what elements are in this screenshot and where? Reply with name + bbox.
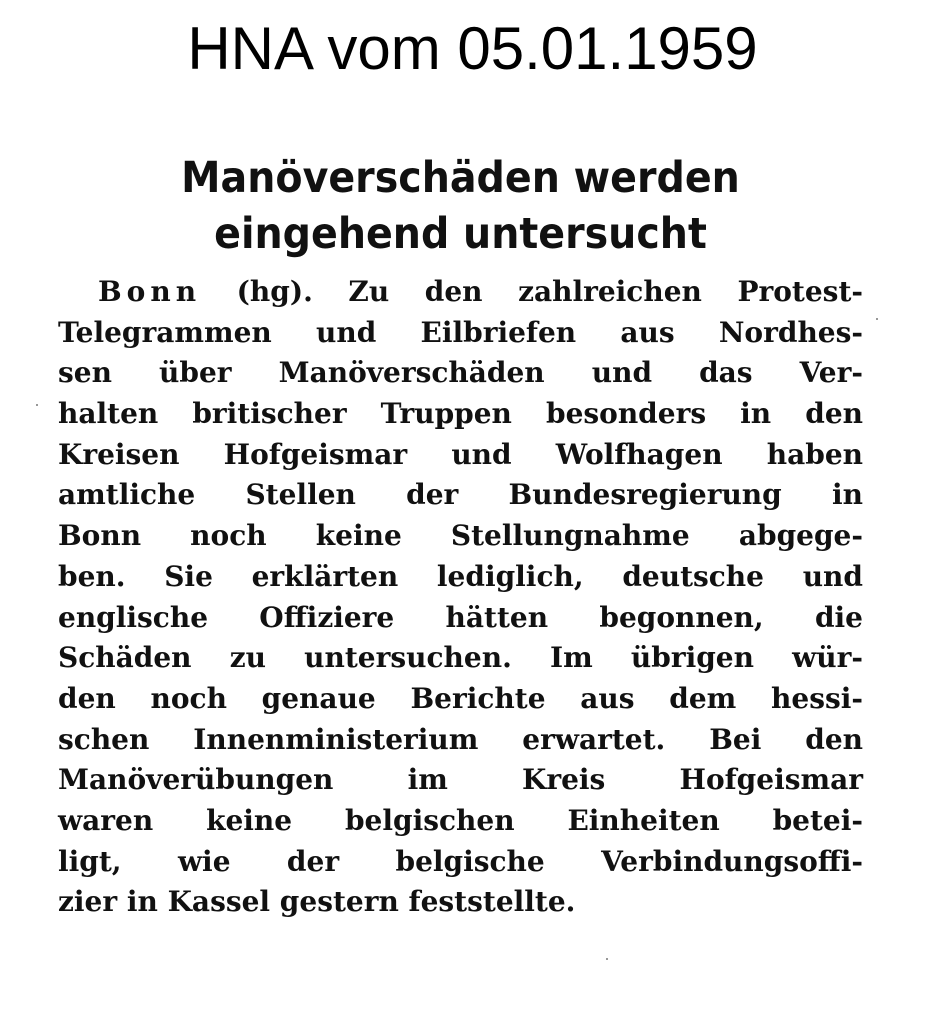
page-title: HNA vom 05.01.1959 — [187, 15, 758, 82]
article-dateline: Bonn — [98, 275, 202, 308]
body-line — [58, 272, 863, 313]
body-line-text: (hg). Zu den zahlreichen Protest- — [236, 275, 864, 308]
article-body — [58, 272, 863, 923]
body-line: Schäden zu untersuchen. Im übrigen wür- — [58, 641, 863, 675]
article-headline — [90, 150, 831, 262]
body-line: sen über Manöverschäden und das Ver- — [58, 356, 863, 390]
body-line: zier in Kassel gestern feststellte. — [58, 885, 576, 919]
body-line: ligt, wie der belgische Verbindungsoffi- — [58, 844, 863, 878]
body-line: englische Offiziere hätten begonnen, die — [58, 600, 863, 634]
headline-line: Manöverschäden werden — [181, 153, 740, 203]
body-line: ben. Sie erklärten lediglich, deutsche und — [58, 559, 863, 593]
body-line: halten britischer Truppen besonders in den — [58, 397, 863, 431]
body-line: Bonn noch keine Stellungnahme abgege- — [58, 519, 863, 553]
body-line: den noch genaue Berichte aus dem hessi- — [58, 681, 863, 715]
body-line: waren keine belgischen Einheiten betei- — [58, 803, 863, 837]
scan-speck — [606, 958, 608, 960]
body-line: Telegrammen und Eilbriefen aus Nordhes- — [58, 315, 863, 349]
body-line: Kreisen Hofgeismar und Wolfhagen haben — [58, 437, 863, 471]
newspaper-clipping — [58, 150, 863, 923]
body-line: amtliche Stellen der Bundesregierung in — [58, 478, 863, 512]
body-line: schen Innenministerium erwartet. Bei den — [58, 722, 863, 756]
body-line: Manöverübungen im Kreis Hofgeismar — [58, 763, 863, 797]
scan-speck — [876, 318, 878, 320]
headline-line: eingehend untersucht — [214, 209, 707, 259]
scan-speck — [36, 404, 38, 406]
